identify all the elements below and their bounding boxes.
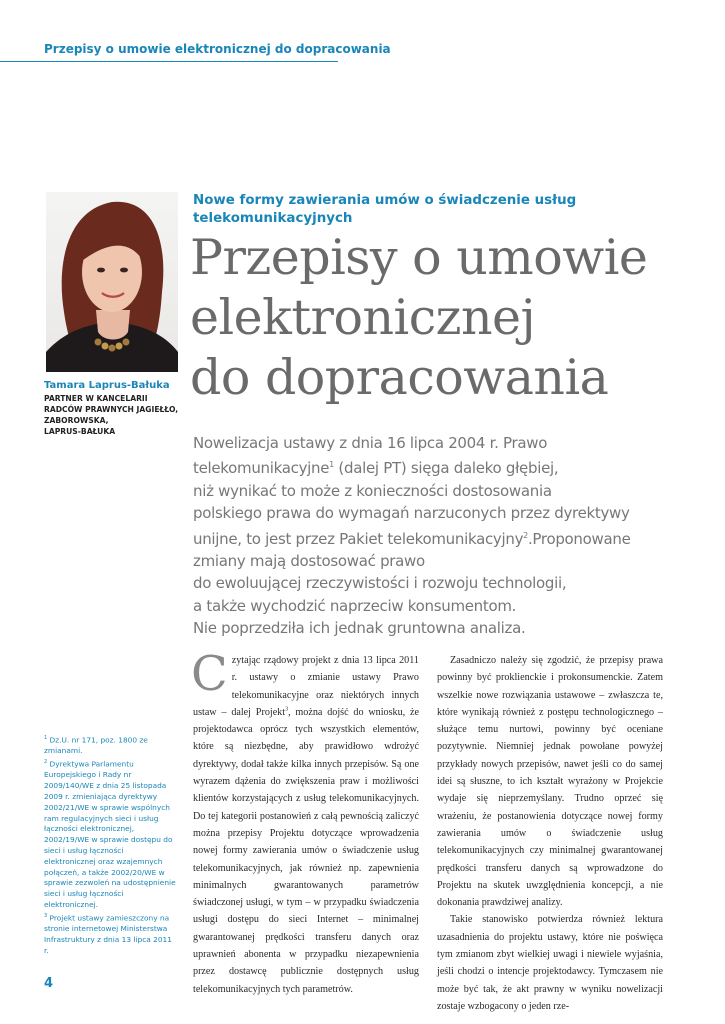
kicker-line: telekomunikacyjnych — [193, 211, 353, 226]
body-paragraph: Takie stanowisko potwierdza również lektura uzasadnienia do projektu ustawy, które nie poświęca tym zmianom zbyt wielkiej uwagi i niewiele wyjaśnia, jeśli chodzi o intencje projektodawcy. Tymczasem nie może być tak, że akt prawny w wyniku nowelizacji zostaje wzbogacony o jeden rze- — [437, 914, 663, 1012]
header-rule — [0, 61, 338, 62]
title-line: elektronicznej — [190, 289, 536, 346]
lead-line: Nie poprzedziła ich jednak gruntowna analiza. — [193, 619, 526, 638]
body-column-1 — [191, 646, 419, 998]
footnotes — [44, 733, 176, 956]
page-number: 4 — [44, 976, 54, 991]
lead-line: do ewoluującej rzeczywistości i rozwoju technologii, — [193, 574, 567, 593]
author-role-line: RADCÓW PRAWNYCH JAGIEŁŁO, — [44, 405, 179, 414]
author-role-line: ZABOROWSKA, — [44, 416, 109, 425]
drop-cap: C — [191, 646, 228, 702]
footnote-ref: 2 — [523, 530, 528, 540]
lead-line: unijne, to jest przez Pakiet telekomunikacyjny$^2$.Proponowane — [193, 529, 631, 548]
title-line: Przepisy o umowie — [190, 229, 648, 286]
title-line: do dopracowania — [190, 349, 609, 406]
body-column-2 — [437, 652, 663, 1015]
body-paragraph: Zasadniczo należy się zgodzić, że przepisy prawa powinny być proklienckie i prokonsumenckie. Zatem wszelkie nowe rozwiązania ustawowe – zwłaszcza te, które wynikają również z postępu technologicznego – służące temu nurtowi, powinny być oceniane pozytywnie. Niemniej jednak powołane powyżej przykłady nowych przepisów, nawet jeśli co do samej idei są słuszne, to ich kształt wyrażony w Projekcie wydaje się nieprzemyślany. Trudno oprzeć się wrażeniu, że postanowienia dotyczące nowej formy zawierania umów o świadczenie usług telekomunikacyjnych czy minimalnej gwarantowanej prędkości transferu danych są wprowadzone do Projektu na skutek uwzględnienia koncepcji, a nie dokonania prawdziwej analizy. — [437, 655, 663, 909]
lead-line: zmiany mają dostosować prawo — [193, 552, 425, 571]
lead-line: telekomunikacyjne$^1$ (dalej PT) sięga daleko głębiej, — [193, 459, 559, 478]
footnote: $^3$ Projekt ustawy zamieszczony na stronie internetowej Ministerstwa Infrastruktury z dnia 13 lipca 2011 r. — [44, 912, 172, 955]
article-kicker — [193, 192, 593, 228]
kicker-line: Nowe formy zawierania umów o świadczenie usług — [193, 193, 577, 208]
footnote-ref: 3 — [285, 706, 289, 713]
article-title — [190, 228, 710, 408]
lead-line: niż wynikać to może z konieczności dostosowania — [193, 481, 552, 500]
footnote: $^2$ Dyrektywa Parlamentu Europejskiego i Rady nr 2009/140/WE z dnia 25 listopada 2009 r. zmieniająca dyrektywy 2002/21/WE w sprawie wspólnych ram regulacyjnych sieci i usług łączności elektronicznej, 2002/19/WE w sprawie dostępu do sieci i usług łączności elektronicznej oraz wzajemnych połączeń, a także 2002/20/WE w sprawie zezwoleń na udostępnienie sieci i usług łączności elektronicznej. — [44, 759, 176, 909]
running-head: Przepisy o umowie elektronicznej do dopracowania — [44, 42, 391, 56]
article-lead — [193, 432, 693, 640]
author-role-line: LAPRUS-BAŁUKA — [44, 427, 116, 436]
lead-line: a także wychodzić naprzeciw konsumentom. — [193, 596, 517, 615]
author-role-line: PARTNER W KANCELARII — [44, 394, 148, 403]
lead-line: polskiego prawa do wymagań narzuconych przez dyrektywy — [193, 504, 630, 523]
footnote-ref: 1 — [329, 460, 334, 470]
author-name: Tamara Laprus-Bałuka — [44, 380, 170, 391]
author-photo — [46, 192, 178, 372]
body-paragraph: Czytając rządowy projekt z dnia 13 lipca 2011 r. ustawy o zmianie ustawy Prawo telekomunikacyjne oraz niektórych innych ustaw – dalej Projekt$^3$, można dojść do wniosku, że projektodawca oprócz tych wszystkich elementów, które są niezbędne, aby prawidłowo wdrożyć dyrektywy, dodał także kilka innych przepisów. Są one wyrazem dążenia do zwiększenia praw i możliwości klientów korzystających z usług telekomunikacyjnych. Do tej kategorii postanowień z całą pewnością zaliczyć można przepisy Projektu dotyczące wprowadzenia nowej formy zawierania umów o świadczenie usług telekomunikacyjnych, jak również np. zapewnienia minimalnych gwarantowanych parametrów świadczonej usługi, w tym – w przypadku świadczenia usługi dostępu do sieci Internet – minimalnej gwarantowanej prędkości transferu danych oraz uprawnień abonenta w przypadku niezapewnienia przez dostawcę publicznie dostępnych usług telekomunikacyjnych tych parametrów. — [191, 646, 419, 995]
author-block — [44, 380, 184, 437]
footnote: $^1$ Dz.U. nr 171, poz. 1800 ze zmianami. — [44, 735, 148, 756]
lead-line: Nowelizacja ustawy z dnia 16 lipca 2004 r. Prawo — [193, 434, 548, 452]
author-role — [44, 393, 184, 437]
